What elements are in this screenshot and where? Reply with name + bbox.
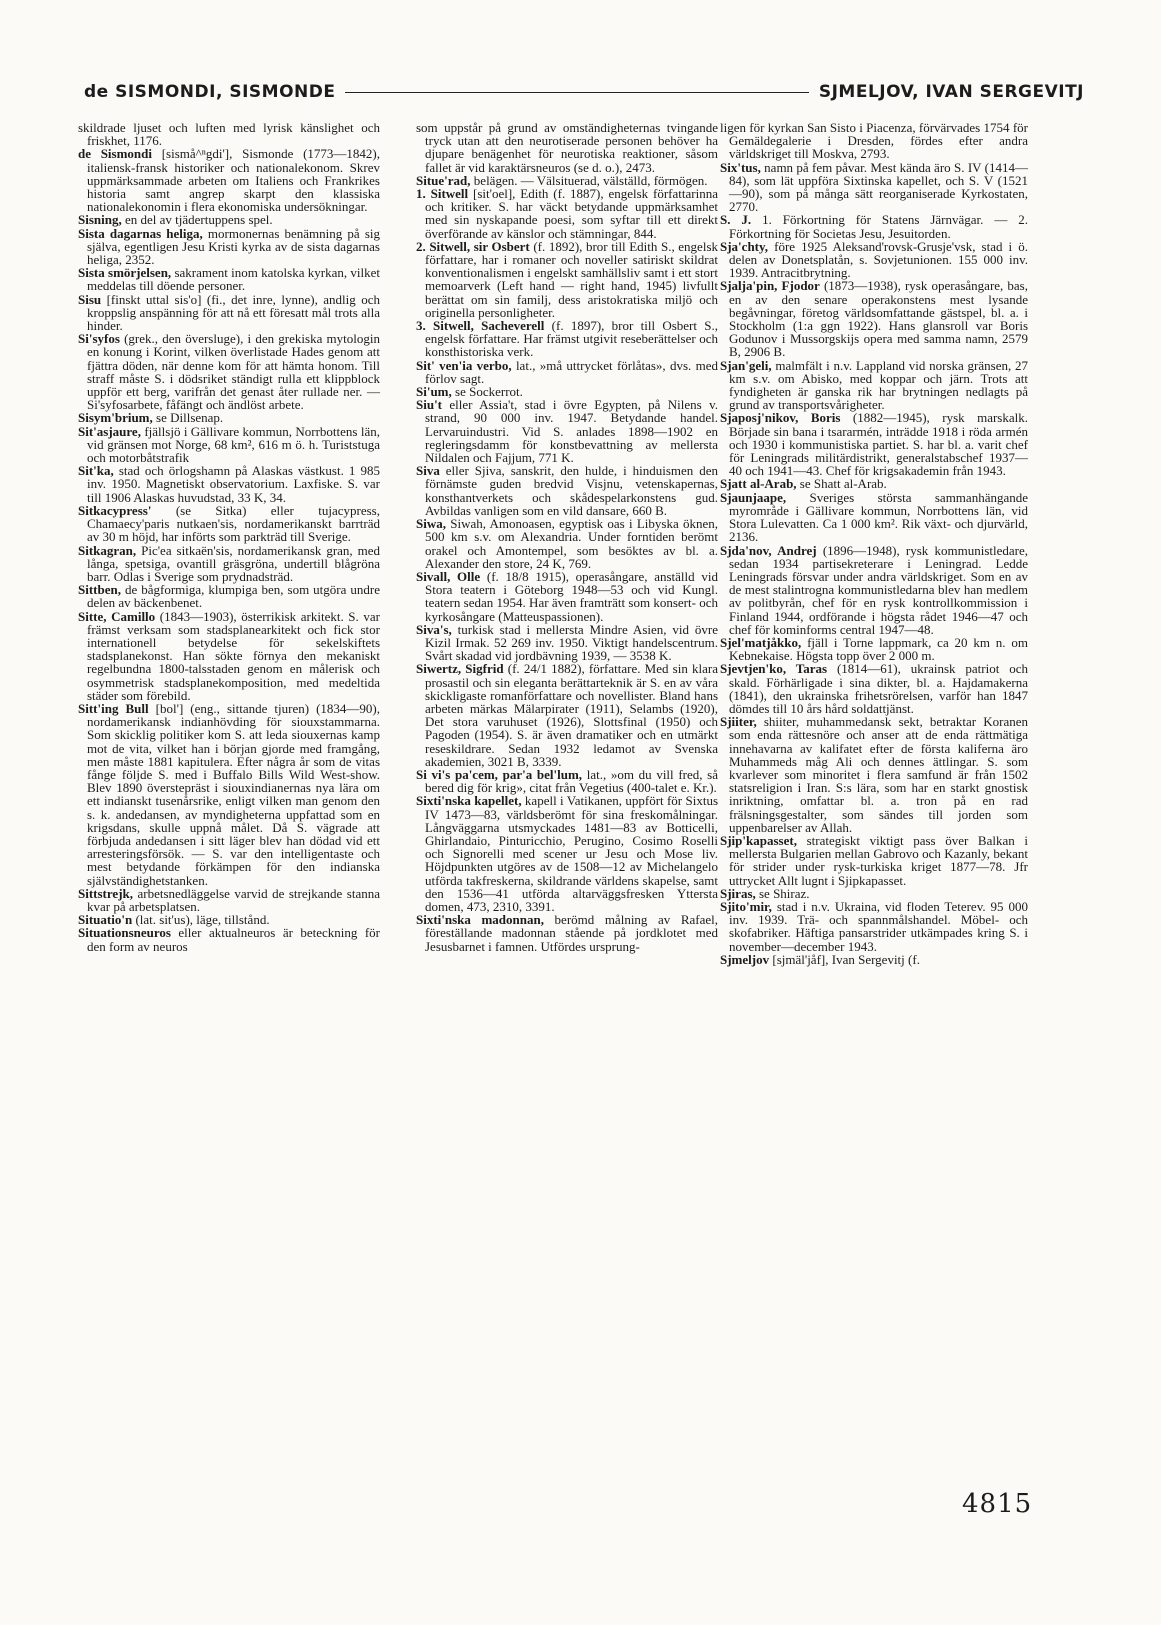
entry-headword: Sittben, xyxy=(78,582,121,598)
dictionary-entry xyxy=(78,293,380,333)
entry-text: stad i n.v. Ukraina, vid floden Teterev. 95 000 inv. 1939. Trä- och spannmålshandel. Möbel- och skofabriker. Häftiga pansarstrider utkämpades kring S. i november—december 1943. xyxy=(729,898,1028,954)
entry-text: skildrade ljuset och luften med lyrisk känslighet och friskhet, 1176. xyxy=(78,120,380,149)
entry-headword: Sjaunjaape, xyxy=(720,489,787,505)
entry-headword: Situatio'n xyxy=(78,912,133,928)
entry-text: turkisk stad i mellersta Mindre Asien, vid övre Kizil Irmak. 52 269 inv. 1950. Viktigt handelscentrum. Svårt skadad vid jordbävning 1939, — 3538 K. xyxy=(425,621,718,664)
entry-text: [finskt uttal sis'o] (fi., det inre, lynne), andlig och kroppslig anspänning för att nå ett föresatt mål trots alla hinder. xyxy=(87,291,380,334)
entry-headword: Sjiras, xyxy=(720,885,756,901)
dictionary-entry xyxy=(416,794,718,913)
entry-headword: Siwertz, Sigfrid xyxy=(416,661,504,677)
entry-text: (f. 1897), bror till Osbert S., engelsk författare. Har främst utgivit reseberättelser och konsthistoriska verk. xyxy=(425,318,718,360)
dictionary-entry xyxy=(416,398,718,464)
entry-text: se Shatt al-Arab. xyxy=(796,476,887,492)
entry-headword: Sisning, xyxy=(78,212,122,228)
entry-headword: Sjatt al-Arab, xyxy=(720,476,797,492)
entry-text: (f. 24/1 1882), författare. Med sin klara prosastil och sin eleganta berättarteknik är S. en av våra skickligaste romanförfattare och novellister. Bland hans arbeten märkas Mälarpirater (1911), Selambs (1920), Det stora varuhuset (1926), Slottsfinal (1950) och Pagoden (1954). S. är även dramatiker och en utmärkt reseskildrare. Sedan 1932 ledamot av Svenska akademien, 3021 B, 3339. xyxy=(425,661,718,769)
entry-headword: 1. Sitwell xyxy=(416,186,469,202)
dictionary-entry xyxy=(78,504,380,544)
entry-headword: Sjiiter, xyxy=(720,714,757,730)
header-right-keyword: SJMELJOV, IVAN SERGEVITJ xyxy=(818,82,1084,102)
entry-text: sakrament inom katolska kyrkan, vilket meddelas till döende personer. xyxy=(87,265,380,294)
entry-headword: Sista dagarnas heliga, xyxy=(78,225,203,241)
entry-text: se Sockerrot. xyxy=(451,384,523,400)
entry-headword: Sjmeljov xyxy=(720,951,770,967)
dictionary-entry xyxy=(416,570,718,623)
dictionary-entry xyxy=(78,332,380,411)
entry-headword: Sit'asjaure, xyxy=(78,423,141,439)
entry-headword: Sitkacypress' xyxy=(78,502,152,518)
dictionary-entry xyxy=(720,161,1028,214)
dictionary-entry xyxy=(720,359,1028,412)
entry-text: belägen. — Välsituerad, välställd, förmögen. xyxy=(470,172,708,188)
entry-headword: Sit' ven'ia verbo, xyxy=(416,357,512,373)
entry-headword: Sit'ka, xyxy=(78,463,114,479)
entry-text: se Dillsenap. xyxy=(152,410,224,426)
dictionary-entry xyxy=(78,121,380,147)
dictionary-entry xyxy=(720,411,1028,477)
entry-text: (f. 1892), bror till Edith S., engelsk författare, har i romaner och noveller satiriskt skildrat konventionalismen i engelskt samhällsliv samt i ett stort memoarverk (Left hand — right hand, 1945) livfullt berättat om sin familj, dess aristokratiska miljö och originella personligheter. xyxy=(425,238,718,320)
entry-text: se Shiraz. xyxy=(755,885,810,901)
entry-text: [bol'] (eng., sittande tjuren) (1834—90), nordamerikansk indianhövding för siouxstammarna. Som skicklig politiker kom S. att leda siouxernas kamp mot de vita, vilket han i början gjorde med framgång, men måste 1881 kapitulera. Efter några år som de vitas fånge följde S. med i Buffalo Bills Wild West-show. Blev 1890 överstepräst i siouxindianernas nya lära om ett indianskt tusenårsrike, enligt vilken man genom den s. k. andedansen, av myndigheterna uppfattad som en krigsdans, skulle uppnå målet. Då S. vägrade att förbjuda andedansen i sitt läger blev han dödad vid ett arresteringsförsök. — S. var den intelligentaste och mest betydande förkämpen för den indianska självständighetstanken. xyxy=(87,700,381,888)
column-2 xyxy=(416,121,718,953)
entry-text: [sit'oel], Edith (f. 1887), engelsk författarinna och kritiker. S. har väckt betydande uppmärksamhet med sin nyskapande poesi, som syftar till ett direkt överförande av känslor och stämningar, 844. xyxy=(425,186,718,241)
entry-text: (grek., den översluge), i den grekiska mytologin en konung i Korint, vilken överlistade Hades genom att fjättra döden, när denne kom för att hämta honom. Till straff måste S. i dödsriket ständigt rulla ett klippblock uppför ett berg, varifrån det genast åter rullade ner. — Si'syfosarbete, fåfängt och ändlöst arbete. xyxy=(87,331,380,413)
dictionary-entry xyxy=(720,900,1028,953)
entry-headword: Sittstrejk, xyxy=(78,885,134,901)
entry-headword: Sjip'kapasset, xyxy=(720,832,797,848)
entry-text: före 1925 Aleksand'rovsk-Grusje'vsk, stad i ö. delen av Donetsplatån, s. Sovjetunionen. 155 000 inv. 1939. Antracitbrytning. xyxy=(729,238,1028,281)
dictionary-entry xyxy=(720,953,1028,966)
entry-text: (1896—1948), rysk kommunistledare, sedan 1934 partisekreterare i Leningrad. Ledde Leningrads försvar under andra världskriget. Som en av de mest stalintrogna kommunistledarna blev han medlem av politbyrån, chef för en rysk kontrollkommission i Finland 1944, ordförande i högsta rådet 1946—47 och chef för kominforms central 1947—48. xyxy=(729,542,1028,637)
dictionary-entry xyxy=(720,715,1028,834)
dictionary-entry xyxy=(78,926,380,952)
entry-headword: Sja'chty, xyxy=(720,238,769,254)
entry-headword: Si vi's pa'cem, par'a bel'lum, xyxy=(416,766,583,782)
entry-headword: Sisu xyxy=(78,291,102,307)
page-number: 4815 xyxy=(962,1489,1033,1519)
entry-headword: 3. Sitwell, Sacheverell xyxy=(416,318,545,334)
dictionary-entry xyxy=(78,702,380,887)
dictionary-entry xyxy=(78,583,380,609)
entry-headword: Sitte, Camillo xyxy=(78,608,156,624)
entry-headword: Situationsneuros xyxy=(78,925,171,941)
dictionary-entry xyxy=(78,544,380,584)
entry-text: (1882—1945), rysk marskalk. Började sin bana i tsararmén, inträdde 1918 i röda armén och 1930 i kommunistiska partiet. S. har bl. a. varit chef för Leningrads militärdistrikt, generalstabschef 1937—40 och 1941—43. Chef för krigsakademin från 1943. xyxy=(729,410,1028,479)
dictionary-entry xyxy=(78,610,380,702)
entry-headword: Sivall, Olle xyxy=(416,568,481,584)
entry-text: de bågformiga, klumpiga ben, som utgöra undre delen av bäckenbenet. xyxy=(87,582,380,611)
entry-headword: Sitkagran, xyxy=(78,542,137,558)
entry-text: strategiskt viktigt pass över Balkan i mellersta Bulgarien mellan Gabrovo och Kazanly, bekant för strider under rysk-turkiska kriget 1877—78. Jfr uttrycket Allt lugnt i Sjipkapasset. xyxy=(729,832,1028,888)
entry-text: eller Sjiva, sanskrit, den hulde, i hinduismen den förnämste guden bredvid Visjnu, vetenskapernas, konsthantverkets och skådespelarkonstens gud. Avbildas vanligen som en vild dansare, 660 B. xyxy=(425,463,718,518)
dictionary-entry xyxy=(720,544,1028,636)
entry-text: som uppstår på grund av omständigheternas tvingande tryck utan att den neurotiserade personen behöver ha djupare benägenhet för neurotiska reaktioner, såsom fallet är vid karaktärsneuros (se d. o.), 2473. xyxy=(416,120,718,175)
entry-headword: Siva's, xyxy=(416,621,452,637)
entry-headword: Siva xyxy=(416,463,440,479)
entry-headword: Sixti'nska madonnan, xyxy=(416,912,544,928)
entry-headword: Sjito'mir, xyxy=(720,898,772,914)
dictionary-entry xyxy=(78,464,380,504)
entry-text: (1843—1903), österrikisk arkitekt. S. var främst verksam som stadsplanearkitekt och fick stor internationell betydelse för sekelskiftets stadsplanekonst. Han sökte förnya den mekaniskt regelbundna 1800-talsstaden genom en målerisk och osymmetrisk stadsplanekomposition, med medeltida städer som förebild. xyxy=(87,608,380,703)
entry-text: fjäll i Torne lappmark, ca 20 km n. om Kebnekaise. Högsta topp över 2 000 m. xyxy=(729,634,1028,664)
entry-headword: de Sismondi xyxy=(78,146,153,162)
dictionary-entry xyxy=(720,213,1028,239)
dictionary-entry xyxy=(78,887,380,913)
entry-text: Sveriges största sammanhängande myrområde i Gällivare kommun, Norrbottens län, vid Stora Lulevatten. Ca 1 000 km². Rik växt- och djurvärld, 2136. xyxy=(729,489,1028,545)
entry-headword: Sjevtjen'ko, Taras xyxy=(720,661,828,677)
entry-text: lat., »om du vill fred, så bered dig för krig», citat från Vegetius (400-talet e. Kr.). xyxy=(425,766,719,796)
dictionary-entry xyxy=(720,834,1028,887)
entry-text: stad och örlogshamn på Alaskas västkust. 1 985 inv. 1950. Magnetiskt observatorium. Laxfiske. S. var till 1906 Alaskas huvudstad, 33 K, 34. xyxy=(87,463,380,505)
header-rule xyxy=(345,92,808,93)
dictionary-entry xyxy=(416,359,718,385)
dictionary-entry xyxy=(720,662,1028,715)
entry-text: kapell i Vatikanen, uppfört för Sixtus IV 1473—83, världsberömt för sina freskomålningar. Långväggarna utsmyckades 1481—83 av Botticelli, Ghirlandaio, Pinturicchio, Perugino, Cosimo Roselli och Signorelli med scener ur Jesu och Mose liv. Höjdpunkten utgöres av de 1508—12 av Michelangelo utförda takfreskerna, skildrande världens skapelse, samt den 1536—41 utförda altarväggsfresken Yttersta domen, 473, 2310, 3391. xyxy=(425,793,719,914)
entry-headword: Sitt'ing Bull xyxy=(78,700,149,716)
entry-text: shiiter, muhammedansk sekt, betraktar Koranen som enda rättesnöre och anser att de enda rättmätiga innehavarna av kalifatet efter de första kaliferna äro Muhammeds måg Ali och dennes ättlingar. S. som kvarlever som minoritet i flera samfund är från 1502 statsreligion i Iran. S:s lära, som har en starkt gnostisk inriktning, omfattar bl. a. tron på en rad frälsningsgestalter, som sändes till jorden som uppenbarelser av Allah. xyxy=(729,714,1028,835)
entry-headword: Sjda'nov, Andrej xyxy=(720,542,817,558)
entry-text: ligen för kyrkan San Sisto i Piacenza, förvärvades 1754 för Gemäldegalerie i Dresden, fördes efter andra världskriget till Moskva, 2793. xyxy=(720,120,1028,162)
dictionary-entry xyxy=(416,187,718,240)
dictionary-entry xyxy=(720,121,1028,161)
dictionary-entry xyxy=(416,913,718,953)
running-header xyxy=(84,80,1084,104)
dictionary-entry xyxy=(416,517,718,570)
entry-headword: Situe'rad, xyxy=(416,172,471,188)
dictionary-entry xyxy=(720,279,1028,358)
entry-headword: Si'um, xyxy=(416,384,452,400)
entry-text: (1873—1938), rysk operasångare, bas, en av den senare operakonstens mest lysande begåvningar, företog världsomfattande gästspel, bl. a. i Stockholm (1:a ggn 1922). Hans glansroll var Boris Godunov i Mussorgskijs opera med samma namn, 2579 B, 2906 B. xyxy=(729,278,1028,360)
entry-text: 1. Förkortning för Statens Järnvägar. — 2. Förkortning för Societas Jesu, Jesuitorden. xyxy=(729,212,1028,241)
entry-text: Siwah, Amonoasen, egyptisk oas i Libyska öknen, 500 km s.v. om Alexandria. Under forntiden berömt orakel och Amontempel, som besöktes av bl. a. Alexander den store, 24 K, 769. xyxy=(425,516,718,571)
dictionary-entry xyxy=(78,227,380,267)
entry-headword: 2. Sitwell, sir Osbert xyxy=(416,238,530,254)
entry-text: mormonernas benämning på sig själva, egentligen Jesu Kristi kyrka av de sista dagarnas heliga, 2352. xyxy=(87,225,380,268)
entry-headword: Six'tus, xyxy=(720,159,761,175)
entry-text: eller Assia't, stad i övre Egypten, på Nilens v. strand, 90 000 inv. 1947. Betydande handel. Lervaruindustri. Vid S. anlades 1898—1902 en regleringsdamm för konstbevattning av mellersta Nildalen och Fajjum, 771 K. xyxy=(425,397,718,466)
entry-text: namn på fem påvar. Mest kända äro S. IV (1414—84), som lät uppföra Sixtinska kapellet, och S. V (1521—90), som på många sätt reorganiserade Kyrkostaten, 2770. xyxy=(729,159,1028,215)
entry-text: [sismå^ⁿgdi'], Sismonde (1773—1842), italiensk-fransk historiker och nationalekonom. Skrev uppmärksammade arbeten om Italiens och Frankrikes historia samt angrep skarpt den klassiska nationalekonomin i flera ekonomiska undersökningar. xyxy=(87,146,380,215)
entry-text: (f. 18/8 1915), operasångare, anställd vid Stora teatern i Göteborg 1948—53 och vid Kungl. teatern sedan 1954. Har även framträtt som konsert- och kyrkosångare (Matteuspassionen). xyxy=(425,568,718,624)
column-3 xyxy=(720,121,1028,966)
dictionary-entry xyxy=(416,240,718,319)
entry-text: (1814—61), ukrainsk patriot och skald. Förhärligade i sina dikter, bl. a. Hajdamakerna (1841), den ukrainska frihetsrörelsen, varför han 1847 dömdes till 10 års hård soldattjänst. xyxy=(729,661,1028,716)
column-1 xyxy=(78,121,380,953)
dictionary-entry xyxy=(720,636,1028,662)
entry-text: (se Sitka) eller tujacypress, Chamaecy'paris nutkaen'sis, nordamerikanskt barrträd av 30 m höjd, har införts som parkträd till Sverige. xyxy=(87,502,380,545)
entry-text: (lat. sit'us), läge, tillstånd. xyxy=(132,912,270,928)
dictionary-entry xyxy=(416,662,718,768)
entry-headword: Sjalja'pin, Fjodor xyxy=(720,278,820,294)
entry-headword: Si'syfos xyxy=(78,331,120,347)
entry-text: fjällsjö i Gällivare kommun, Norrbottens län, vid gränsen mot Norge, 68 km², 616 m ö. h. Turiststuga och motorbåtstrafik xyxy=(87,423,380,466)
entry-headword: Sjel'matjåkko, xyxy=(720,634,802,650)
dictionary-entry xyxy=(720,491,1028,544)
entry-headword: Sjan'geli, xyxy=(720,357,772,373)
entry-headword: Sixti'nska kapellet, xyxy=(416,793,522,809)
dictionary-entry xyxy=(720,240,1028,280)
dictionary-entry xyxy=(78,147,380,213)
dictionary-entry xyxy=(416,768,718,794)
dictionary-entry xyxy=(416,623,718,663)
entry-headword: S. J. xyxy=(720,212,752,228)
entry-headword: Sjaposj'nikov, Boris xyxy=(720,410,841,426)
dictionary-entry xyxy=(416,319,718,359)
entry-headword: Sisym'brium, xyxy=(78,410,153,426)
dictionary-entry xyxy=(416,464,718,517)
entry-headword: Sista smörjelsen, xyxy=(78,265,172,281)
entry-text: arbetsnedläggelse varvid de strejkande stanna kvar på arbetsplatsen. xyxy=(87,885,380,914)
entry-text: berömd målning av Rafael, föreställande madonnan stående på jordklotet med Jesusbarnet i famnen. Utfördes ursprung- xyxy=(425,912,718,954)
dictionary-entry xyxy=(78,266,380,292)
entry-text: malmfält i n.v. Lappland vid norska gränsen, 27 km s.v. om Abisko, med koppar och järn. Trots att fyndigheten är ganska rik har brytningen nedlagts på grund av transportsvårigheter. xyxy=(729,357,1028,413)
header-left-keyword: de SISMONDI, SISMONDE xyxy=(84,82,336,102)
entry-text: en del av tjädertuppens spel. xyxy=(121,212,273,228)
entry-text: [sjmäl'jåf], Ivan Sergevitj (f. xyxy=(769,951,920,967)
entry-text: Pic'ea sitkaën'sis, nordamerikansk gran, med långa, spetsiga, ovantill gräsgröna, undertill blågröna barr. Odlas i Sverige som prydnadsträd. xyxy=(87,542,380,584)
entry-headword: Siu't xyxy=(416,397,443,413)
dictionary-entry xyxy=(78,425,380,465)
entry-headword: Siwa, xyxy=(416,516,446,532)
dictionary-entry xyxy=(416,121,718,174)
entry-text: eller aktualneuros är beteckning för den form av neuros xyxy=(87,925,380,954)
entry-text: lat., »må uttrycket förlåtas», dvs. med förlov sagt. xyxy=(425,357,718,386)
